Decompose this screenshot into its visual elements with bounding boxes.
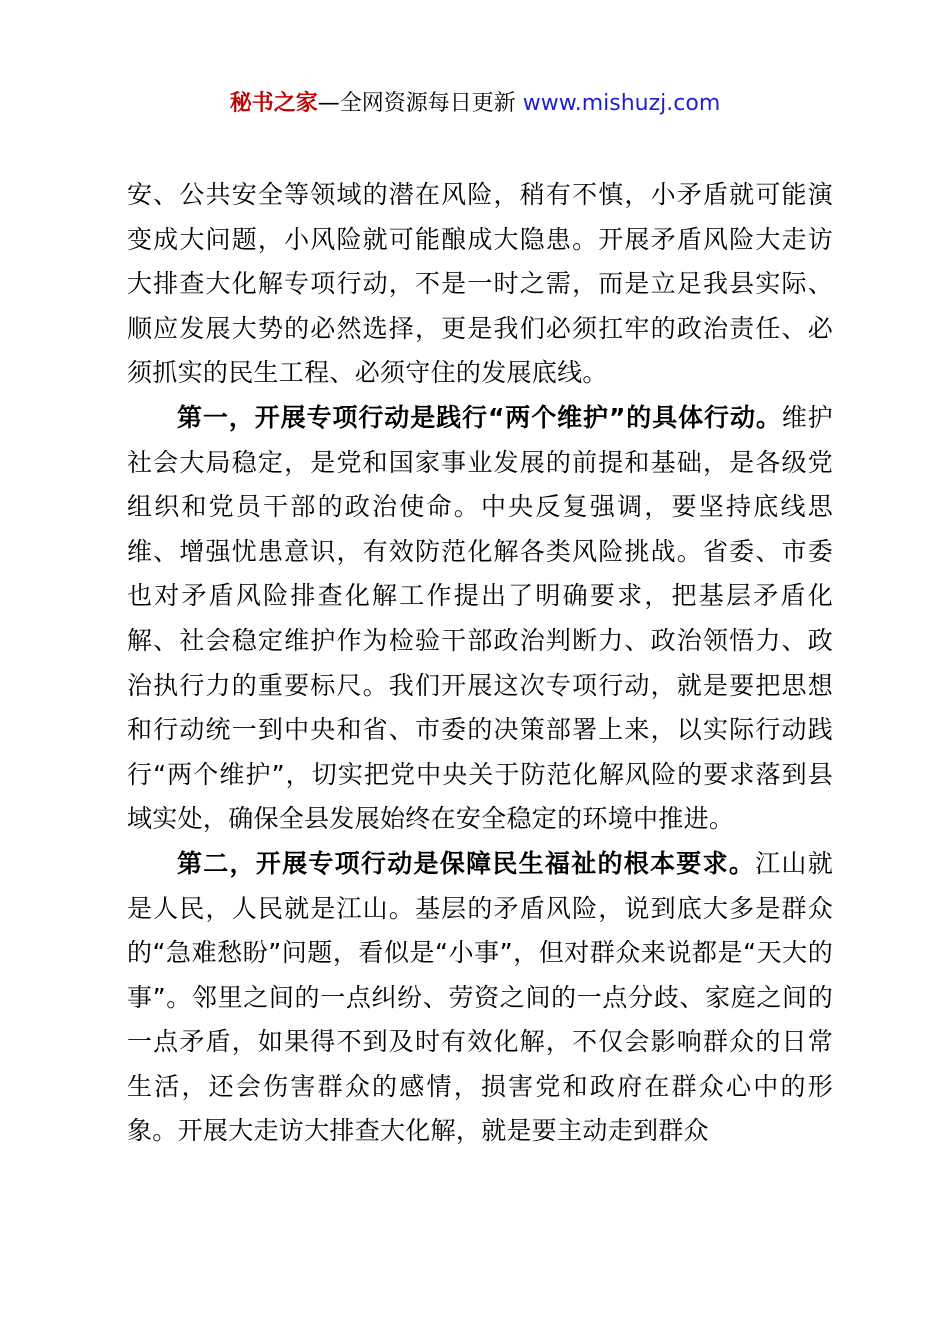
paragraph-text: 维护社会大局稳定，是党和国家事业发展的前提和基础，是各级党组织和党员干部的政治使命。中央反复强调，要坚持底线思维、增强忧患意识，有效防范化解各类风险挑战。省委、市委也对矛盾风险排查化解工作提出了明确要求，把基层矛盾化解、社会稳定维护作为检验干部政治判断力、政治领悟力、政治执行力的重要标尺。我们开展这次专项行动，就是要把思想和行动统一到中央和省、市委的决策部署上来，以实际行动践行“两个维护”，切实把党中央关于防范化解风险的要求落到县域实处，确保全县发展始终在安全稳定的环境中推进。 [127, 402, 833, 834]
paragraph-second-point [127, 842, 833, 1154]
brand-name: 秘书之家 [229, 91, 318, 116]
page-header [0, 88, 950, 120]
paragraph-continuation [127, 173, 833, 396]
site-url-link[interactable]: www.mishuzj.com [522, 91, 721, 116]
header-tagline: —全网资源每日更新 [317, 91, 516, 116]
paragraph-lead-heading: 第一，开展专项行动是践行“两个维护”的具体行动。 [177, 402, 782, 432]
document-body [127, 173, 833, 1154]
paragraph-text: 江山就是人民，人民就是江山。基层的矛盾风险，说到底大多是群众的“急难愁盼”问题，看似是“小事”，但对群众来说都是“天大的事”。邻里之间的一点纠纷、劳资之间的一点分歧、家庭之间的一点矛盾，如果得不到及时有效化解，不仅会影响群众的日常生活，还会伤害群众的感情，损害党和政府在群众心中的形象。开展大走访大排查大化解，就是要主动走到群众 [127, 848, 833, 1146]
paragraph-lead-heading: 第二，开展专项行动是保障民生福祉的根本要求。 [177, 848, 756, 878]
paragraph-text: 安、公共安全等领域的潜在风险，稍有不慎，小矛盾就可能演变成大问题，小风险就可能酿成大隐患。开展矛盾风险大走访大排查大化解专项行动，不是一时之需，而是立足我县实际、顺应发展大势的必然选择，更是我们必须扛牢的政治责任、必须抓实的民生工程、必须守住的发展底线。 [127, 180, 833, 388]
paragraph-first-point [127, 396, 833, 842]
